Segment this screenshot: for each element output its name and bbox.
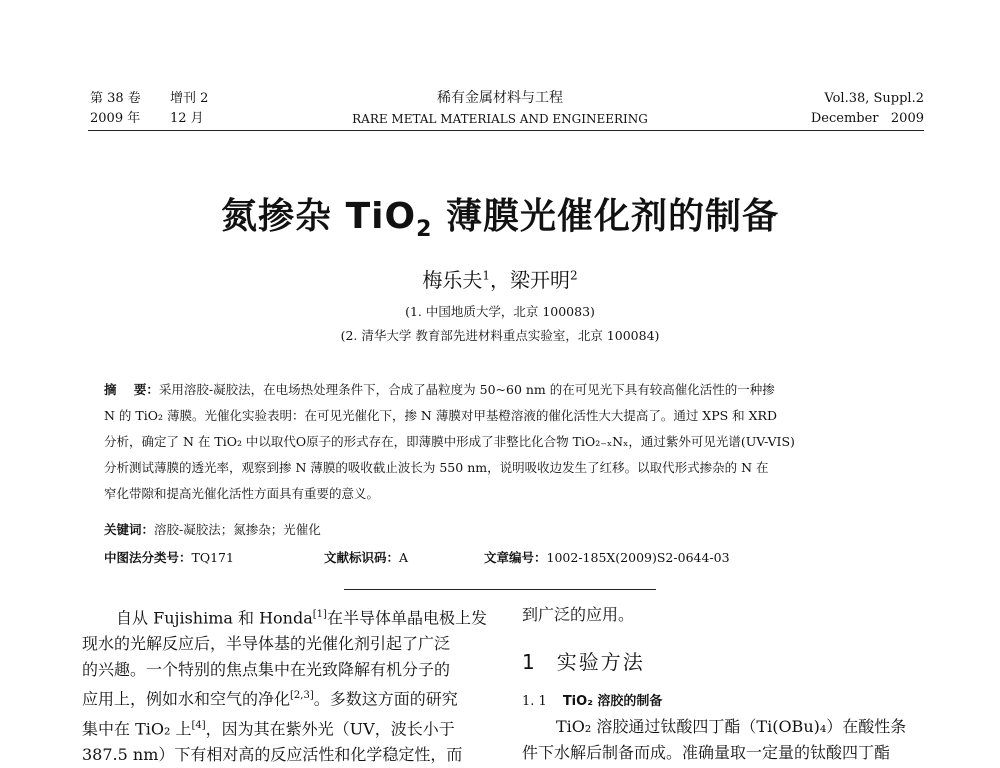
article-number: 文章编号：1002-185X(2009)S2-0644-03 xyxy=(484,550,730,565)
abstract-line: 分析测试薄膜的透光率，观察到掺 N 薄膜的吸收截止波长为 550 nm，说明吸收边发生了红移。以取代形式掺杂的 N 在 xyxy=(104,460,769,475)
body-line: 的兴趣。一个特别的焦点集中在光致降解有机分子的 xyxy=(82,660,451,680)
affiliation-1: (1. 中国地质大学，北京 100083) xyxy=(405,304,595,319)
body-line: 应用上，例如水和空气的净化[2,3]。多数这方面的研究 xyxy=(82,689,458,709)
body-right-line: 到广泛的应用。 xyxy=(522,605,635,624)
abstract xyxy=(104,377,900,507)
article-title: 氮掺杂 TiO$_2$ 薄膜光催化剂的制备 xyxy=(221,196,779,243)
body-line: 自从 Fujishima 和 Honda[1]在半导体单晶电极上发 xyxy=(116,608,487,628)
header-issue: 增刊 2 xyxy=(170,91,209,106)
body-right-line: TiO₂ 溶胶通过钛酸四丁酯（Ti(OBu)₄）在酸性条 xyxy=(556,717,907,736)
journal-name-en: RARE METAL MATERIALS AND ENGINEERING xyxy=(352,112,648,126)
body-right-line: 件下水解后制备而成。准确量取一定量的钛酸四丁酯 xyxy=(522,743,891,762)
abstract-separator xyxy=(344,589,656,590)
abstract-line: N 的 TiO₂ 薄膜。光催化实验表明：在可见光催化下，掺 N 薄膜对甲基橙溶液的催化活性大大提高了。通过 XPS 和 XRD xyxy=(104,408,777,423)
body-line: 现水的光解反应后，半导体基的光催化剂引起了广泛 xyxy=(82,634,451,654)
body-line: 387.5 nm）下有相对高的反应活性和化学稳定性，而 xyxy=(82,744,463,764)
abstract-line: 窄化带隙和提高光催化活性方面具有重要的意义。 xyxy=(104,486,380,501)
body-line: 集中在 TiO₂ 上[4]，因为其在紫外光（UV，波长小于 xyxy=(82,718,455,738)
abstract-line: 摘 要：采用溶胶-凝胶法，在电场热处理条件下，合成了晶粒度为 50~60 nm 的在可见光下具有较高催化活性的一种掺 xyxy=(104,382,775,397)
article-authors: 梅乐夫$^1$，梁开明$^2$ xyxy=(422,268,578,292)
subsection-heading: 1. 1 TiO₂ 溶胶的制备 xyxy=(522,694,663,709)
header-vol-en: Vol.38, Suppl.2 xyxy=(824,91,924,106)
document-code: 文献标识码：A xyxy=(324,550,409,565)
header-year: 2009 年 xyxy=(90,111,141,126)
keywords: 关键词：溶胶-凝胶法；氮掺杂；光催化 xyxy=(104,522,321,537)
body-left-column xyxy=(82,602,492,768)
section-heading: 1 实验方法 xyxy=(522,650,645,674)
header-date-en: December 2009 xyxy=(810,111,924,126)
abstract-line: 分析，确定了 N 在 TiO₂ 中以取代O原子的形式存在，即薄膜中形成了非整比化合物 TiO₂₋ₓNₓ，通过紫外可见光谱(UV-VIS) xyxy=(104,434,795,449)
journal-name-cn: 稀有金属材料与工程 xyxy=(437,90,563,106)
affiliation-2: (2. 清华大学 教育部先进材料重点实验室，北京 100084) xyxy=(340,328,660,343)
abstract-label: 摘 要： xyxy=(104,382,159,397)
header-month: 12 月 xyxy=(170,111,204,126)
classification-number: 中图法分类号：TQ171 xyxy=(104,550,234,565)
header-volume: 第 38 卷 xyxy=(90,91,141,106)
header-rule xyxy=(88,130,924,131)
